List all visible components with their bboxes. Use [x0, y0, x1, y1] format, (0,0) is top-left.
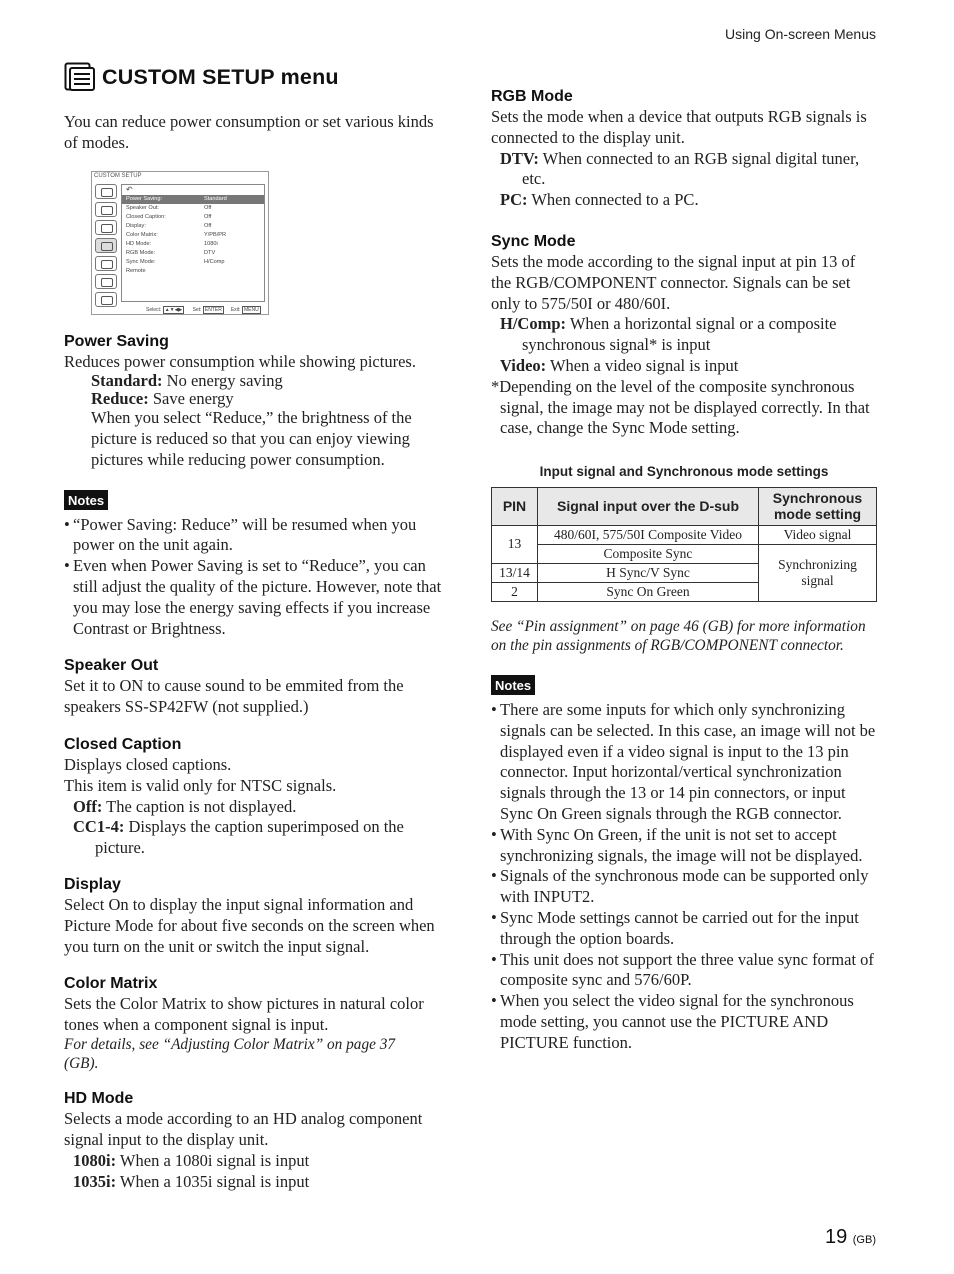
hd-mode-option: 1080i: When a 1080i signal is input [73, 1150, 310, 1170]
closed-caption-option: CC1-4: Displays the caption superimposed on the picture. [73, 817, 404, 858]
heading-closed-caption: Closed Caption [64, 735, 182, 753]
color-matrix-body: Sets the Color Matrix to show pictures in natural color tones when a component signal is input. [64, 994, 424, 1035]
osd-row: Power Saving: Standard [122, 195, 264, 204]
table-cell: 480/60I, 575/50I Composite Video [538, 525, 759, 544]
osd-row: Closed Caption: Off [126, 213, 212, 220]
sync-mode-option: Video: When a video signal is input [500, 355, 739, 375]
page-number: 19 (GB) [824, 1226, 876, 1248]
left-column [64, 112, 454, 1192]
table-header-row [492, 487, 877, 525]
screen-menu-icon [95, 202, 117, 217]
osd-header: CUSTOM SETUP [94, 172, 142, 179]
sync-mode-footnote: *Depending on the level of the composite synchronous signal, the image may not be displayed correctly. In that case, change the Sync Mode setting. [491, 376, 870, 438]
table-header-cell: PIN [492, 487, 538, 525]
table-header-cell: Signal input over the D-sub [538, 487, 759, 525]
list-item: • Even when Power Saving is set to “Reduce”, you can still adjust the quality of the picture. However, note that you may lose the energy saving effects if you increase Contrast or Brightness. [64, 556, 454, 639]
osd-row: RGB Mode: DTV [126, 250, 216, 257]
table-cell: Synchronizing signal [759, 544, 877, 601]
sync-mode-body: Sets the mode according to the signal input at pin 13 of the RGB/COMPONENT connector. Signals can be set only to 575/50I or 480/60I. [491, 251, 856, 313]
notes-list-left [64, 515, 454, 640]
osd-row: HD Mode: 1080i [126, 241, 218, 248]
menu-key: MENU [243, 306, 259, 313]
signal-table [491, 487, 877, 602]
notes-badge: Notes [491, 675, 535, 695]
closed-caption-option: Off: The caption is not displayed. [73, 796, 297, 816]
table-cell: H Sync/V Sync [538, 563, 759, 582]
heading-display: Display [64, 875, 121, 893]
heading-speaker-out: Speaker Out [64, 657, 159, 675]
heading-rgb-mode: RGB Mode [491, 88, 573, 105]
osd-row: Remote [126, 268, 146, 275]
running-head: Using On-screen Menus [725, 26, 876, 42]
list-item: • Sync Mode settings cannot be carried out for the input through the option boards. [491, 908, 879, 950]
table-row [492, 544, 877, 563]
power-saving-detail: When you select “Reduce,” the brightness of the picture is reduced so that you can enjoy viewing pictures while reducing power consumption. [91, 408, 412, 469]
picture-menu-icon [95, 184, 117, 199]
osd-menu-panel [121, 184, 265, 302]
table-cell: Sync On Green [538, 582, 759, 601]
osd-row: Speaker Out: Off [126, 204, 212, 211]
power-saving-option: Reduce: Save energy [91, 389, 234, 409]
info-menu-icon [95, 292, 117, 307]
sync-mode-option: H/Comp: When a horizontal signal or a composite synchronous signal* is input [500, 314, 837, 355]
color-matrix-ref: For details, see “Adjusting Color Matrix” on page 37 (GB). [64, 1035, 396, 1072]
list-item: • There are some inputs for which only synchronizing signals can be selected. In this case, an image will not be displayed even if a video signal is input to the 13 pin connector. Input horizontal/vertical synchronization signals through the 13 or 14 pin connectors, or input Sync On Green signals through the RGB connector. [491, 700, 879, 825]
closed-caption-line: Displays closed captions. [64, 754, 232, 774]
timer-menu-icon [95, 256, 117, 271]
table-header-cell: Synchronous mode setting [759, 487, 877, 525]
heading-power-saving: Power Saving [64, 332, 169, 350]
osd-screenshot [91, 171, 269, 315]
rgb-mode-body: Sets the mode when a device that outputs RGB signals is connected to the display unit. [491, 107, 867, 147]
enter-key: ENTER [204, 306, 222, 313]
hd-mode-body: Selects a mode according to an HD analog component signal input to the display unit. [64, 1109, 423, 1149]
display-body: Select On to display the input signal information and Picture Mode for about five seconds on the screen when you turn on the unit or switch the input signal. [64, 894, 435, 956]
sound-menu-icon [95, 220, 117, 235]
notes-list-right [491, 700, 879, 1054]
list-item: • “Power Saving: Reduce” will be resumed when you power on the unit again. [64, 515, 454, 557]
table-cell: Video signal [759, 525, 877, 544]
osd-icon-column [95, 184, 117, 310]
table-reference: See “Pin assignment” on page 46 (GB) for more information on the pin assignments of RGB/COMPONENT connector. [491, 617, 866, 654]
setup-menu-icon [95, 274, 117, 289]
heading-color-matrix: Color Matrix [64, 975, 158, 993]
table-caption: Input signal and Synchronous mode settings [539, 464, 829, 480]
menu-icon [64, 62, 96, 92]
list-item: • When you select the video signal for the synchronous mode setting, you cannot use the PICTURE AND PICTURE function. [491, 991, 879, 1053]
hd-mode-option: 1035i: When a 1035i signal is input [73, 1171, 310, 1191]
list-item: • With Sync On Green, if the unit is not set to accept synchronizing signals, the image will not be displayed. [491, 825, 879, 867]
osd-row: Display: Off [126, 222, 212, 229]
osd-footer: Select: ▲▼◀▶ Set: ENTER Exit: MENU [146, 306, 259, 313]
power-saving-body: Reduces power consumption while showing pictures. [64, 351, 416, 371]
notes-badge: Notes [64, 490, 108, 510]
osd-row: Color Matrix: Y/PB/PR [126, 231, 227, 238]
osd-back-arrow-icon: ↶ [126, 184, 133, 194]
list-item: • Signals of the synchronous mode can be supported only with INPUT2. [491, 866, 879, 908]
heading-sync-mode: Sync Mode [491, 232, 576, 250]
right-column [491, 87, 879, 1053]
speaker-out-body: Set it to ON to cause sound to be emmited from the speakers SS-SP42FW (not supplied.) [64, 676, 404, 717]
closed-caption-line: This item is valid only for NTSC signals. [64, 775, 337, 795]
osd-row: Sync Mode: H/Comp [126, 259, 225, 266]
intro-text: You can reduce power consumption or set various kinds of modes. [64, 112, 434, 152]
table-row [492, 525, 877, 544]
heading-hd-mode: HD Mode [64, 1090, 134, 1108]
table-cell: Composite Sync [538, 544, 759, 563]
custom-setup-menu-icon [95, 238, 117, 253]
table-cell: 13/14 [492, 563, 538, 582]
rgb-mode-option: PC: When connected to a PC. [500, 190, 699, 210]
power-saving-option: Standard: No energy saving [91, 371, 283, 391]
page-title: CUSTOM SETUP menu [102, 64, 339, 89]
arrow-keys-icon: ▲▼◀▶ [164, 306, 183, 313]
table-cell: 13 [492, 525, 538, 563]
title-row [64, 62, 339, 92]
rgb-mode-option: DTV: When connected to an RGB signal digital tuner, etc. [500, 148, 860, 189]
table-cell: 2 [492, 582, 538, 601]
list-item: • This unit does not support the three value sync format of composite sync and 576/60P. [491, 950, 879, 992]
